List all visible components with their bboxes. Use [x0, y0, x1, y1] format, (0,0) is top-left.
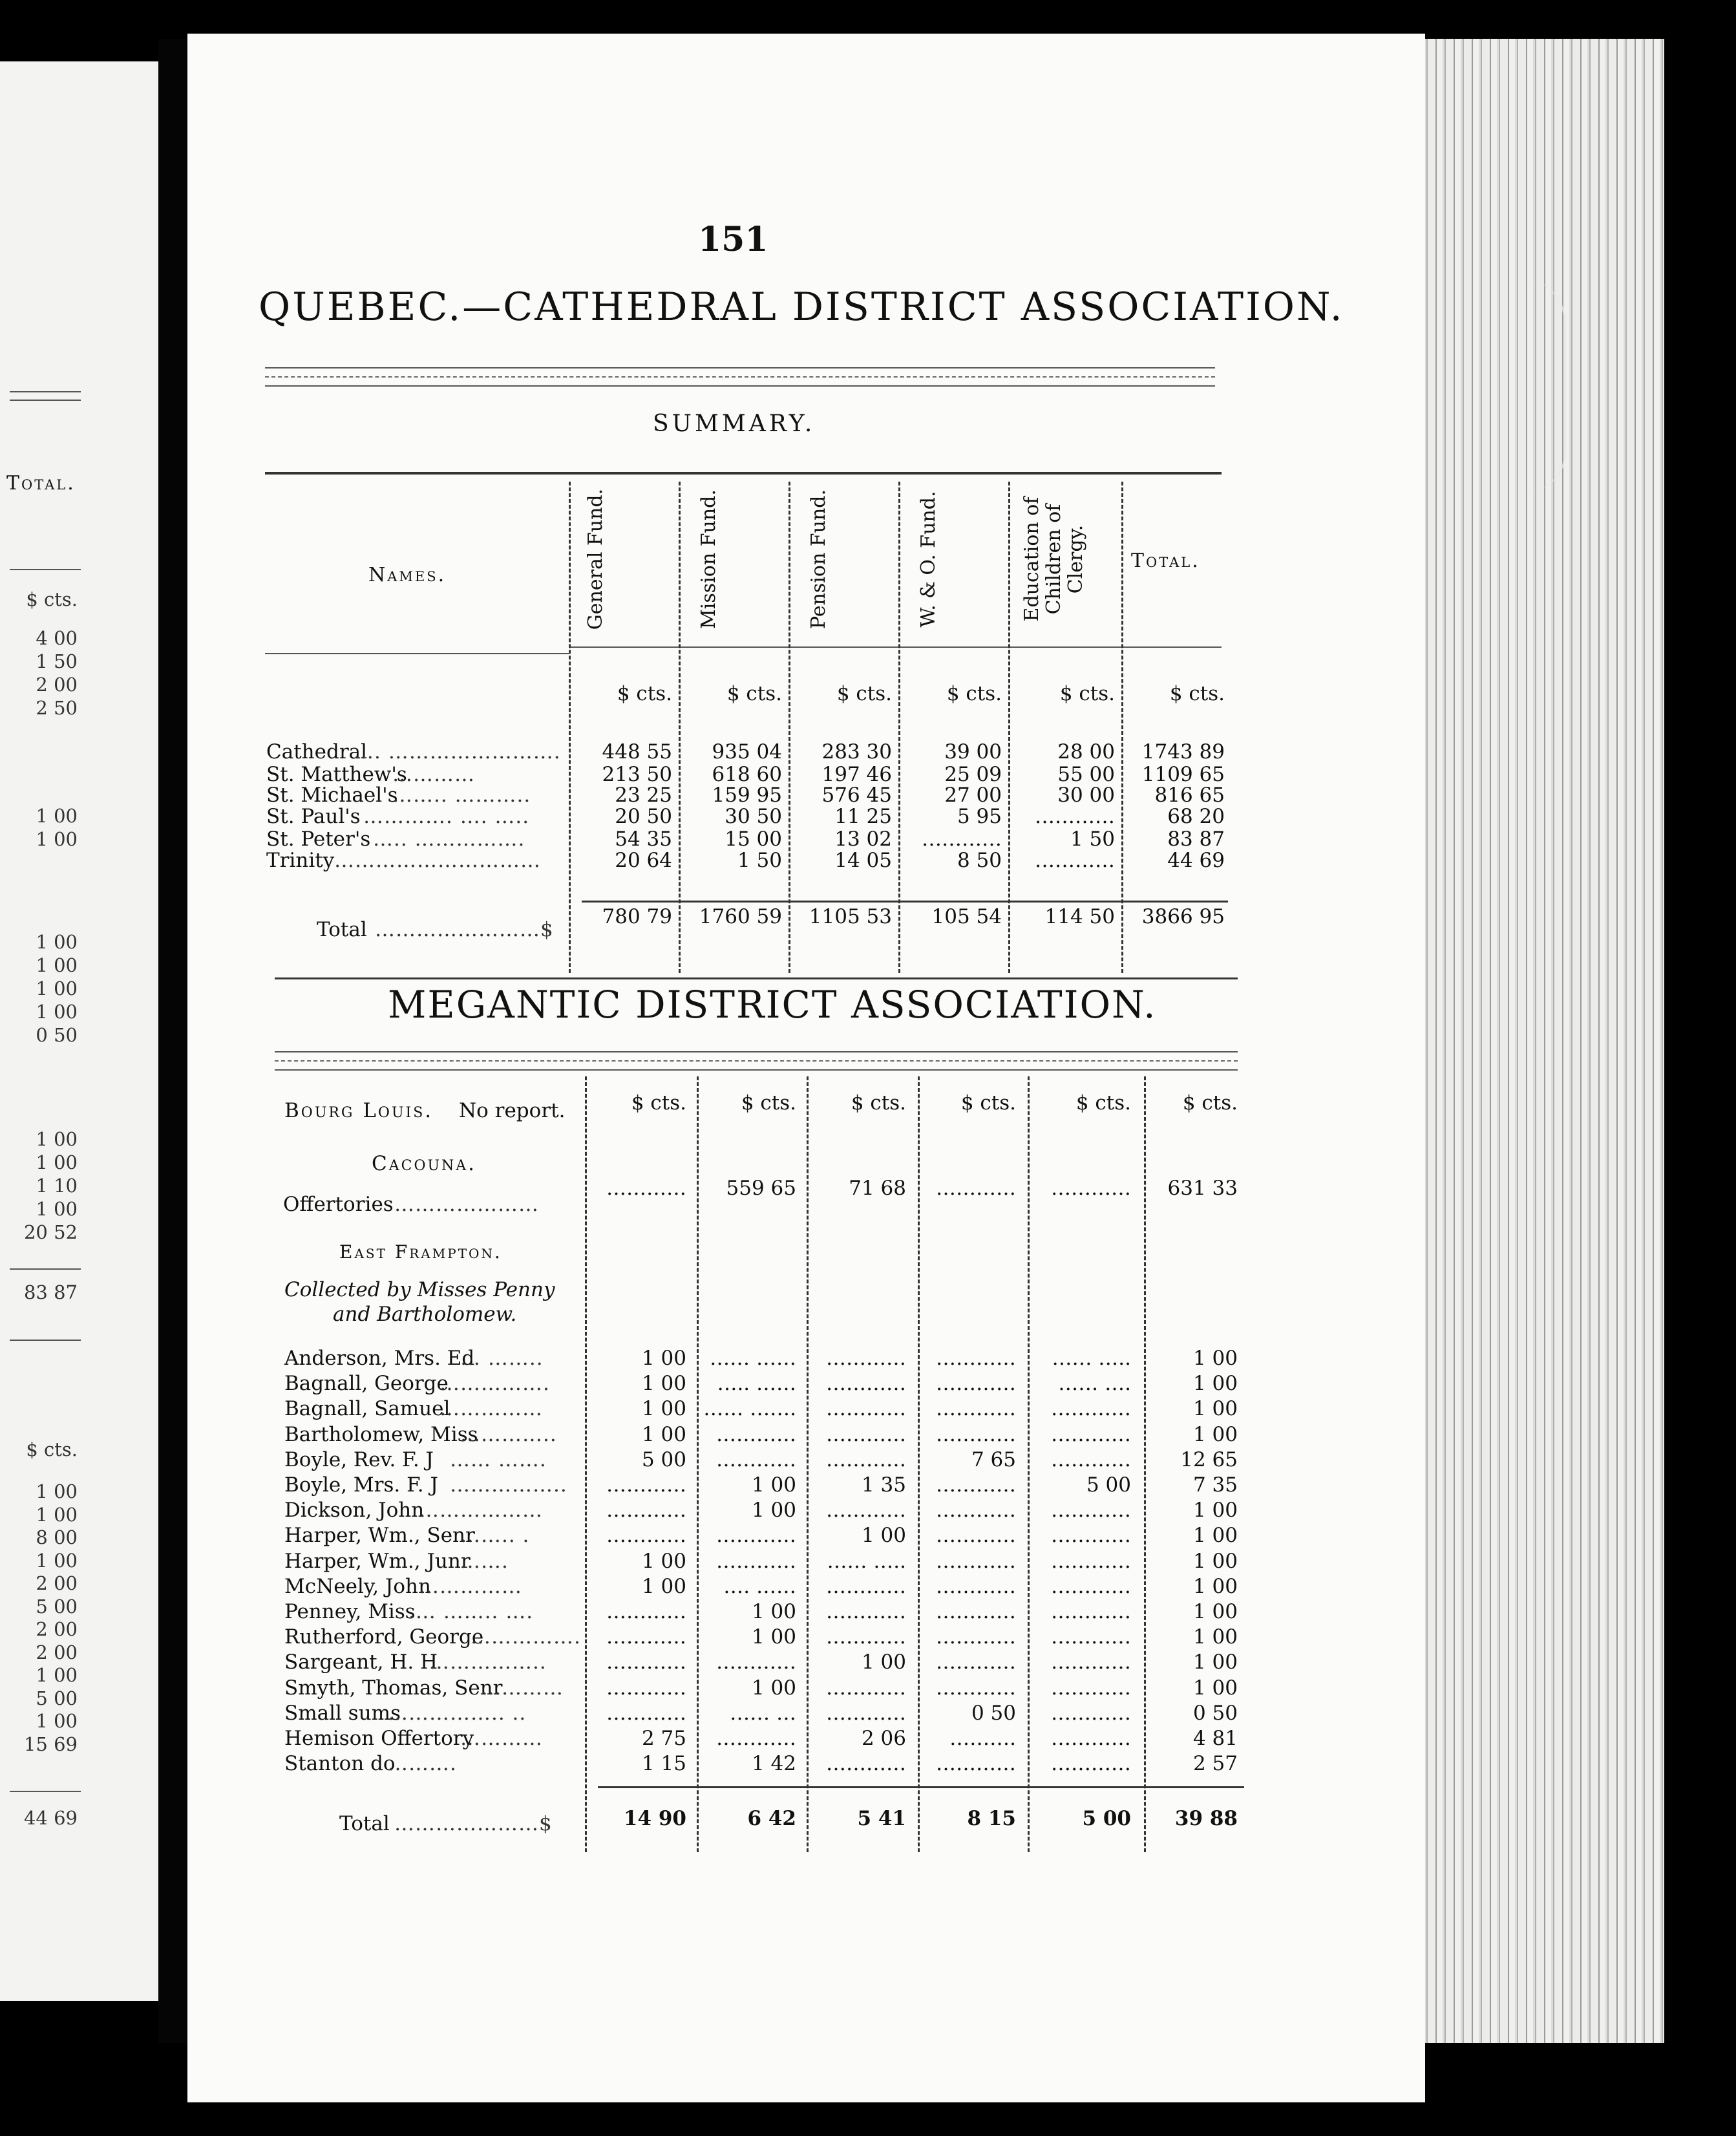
contributor-cell: 2 06	[861, 1727, 906, 1750]
left-value: 1 00	[36, 1664, 78, 1686]
summary-row-dots: …………………………	[334, 849, 541, 872]
contributor-cell: …………	[716, 1650, 796, 1674]
contributor-cell: 5 00	[1086, 1473, 1131, 1497]
summary-head-rule-left	[265, 653, 569, 654]
summary-row-dots: …………. …. …..	[363, 805, 530, 828]
bourg-louis: Bourg Louis.	[284, 1099, 434, 1122]
summary-cell: 159 95	[712, 784, 782, 807]
left-value: 0 50	[36, 1024, 78, 1046]
contributor-cell: …………	[716, 1549, 796, 1573]
contributor-cell: 1 00	[1192, 1625, 1238, 1649]
contributor-cell: 1 00	[641, 1347, 686, 1370]
summary-cell: 30 50	[725, 805, 782, 828]
contributor-cell: …………	[826, 1347, 906, 1370]
summary-cell: 213 50	[602, 763, 672, 786]
contributor-cell: …………	[936, 1397, 1016, 1421]
summary-cell: …………	[1035, 805, 1115, 828]
contributor-cell: …………	[1051, 1727, 1131, 1750]
contributor-cell: …………	[826, 1397, 906, 1421]
contributor-cell: …………	[1051, 1499, 1131, 1522]
contributor-cell: …………	[1051, 1422, 1131, 1446]
left-value: 2 00	[36, 1572, 78, 1594]
summary-cell: 1 50	[1070, 828, 1115, 851]
summary-cell: 283 30	[821, 740, 892, 764]
names-header: Names.	[368, 564, 447, 586]
offertories-cell: …………	[606, 1177, 686, 1200]
contributor-cell: …… …..	[827, 1549, 906, 1573]
contributor-dots: …….	[460, 1549, 509, 1573]
left-unit: $ cts.	[26, 588, 78, 610]
summary-total-cell: 1760 59	[699, 905, 782, 928]
summary-total-cell: 1105 53	[809, 905, 892, 928]
left-total-header: Total.	[6, 472, 76, 495]
column-header-3: Pension Fund.	[807, 489, 830, 630]
left-value: 2 00	[36, 1641, 78, 1663]
summary-cell: 39 00	[944, 740, 1002, 764]
megantic-total-cell: 5 41	[857, 1807, 906, 1830]
summary-total-dots: ……………………$	[375, 918, 554, 941]
left-value: 1 10	[36, 1175, 78, 1197]
contributor-name: McNeely, John	[284, 1574, 431, 1598]
contributor-cell: …………	[716, 1447, 796, 1471]
contributor-dots: …………….	[439, 1372, 550, 1396]
summary-row-dots: …………	[392, 763, 475, 786]
offertories-label: Offertories	[283, 1193, 394, 1216]
summary-row-dots: …….. ………..	[392, 784, 531, 807]
contributor-cell: 1 35	[861, 1473, 906, 1497]
left-rule	[10, 391, 81, 392]
contributor-name: Dickson, John	[284, 1499, 425, 1522]
collected-by-line1: Collected by Misses Penny	[284, 1278, 555, 1301]
contributor-name: Small sums	[284, 1701, 401, 1725]
contributor-cell: …………	[936, 1549, 1016, 1573]
contributor-cell: …………	[826, 1422, 906, 1446]
contributor-cell: …………	[936, 1650, 1016, 1674]
contributor-cell: …………	[1051, 1701, 1131, 1725]
contributor-name: Bartholomew, Miss	[284, 1422, 478, 1446]
column-header-total: Total.	[1131, 550, 1200, 572]
contributor-cell: 1 00	[1192, 1650, 1238, 1674]
offertories-cell: …………	[1051, 1177, 1131, 1200]
left-value: 1 50	[36, 650, 78, 672]
column-header-1: General Fund.	[584, 488, 607, 630]
contributor-cell: …………	[936, 1600, 1016, 1623]
summary-row-name: Cathedral	[266, 740, 368, 764]
unit-label: $ cts.	[617, 682, 672, 705]
summary-cell: 8 50	[957, 849, 1002, 872]
contributor-cell: 1 00	[751, 1600, 796, 1623]
contributor-dots: …………	[460, 1727, 543, 1750]
contributor-cell: 1 00	[1192, 1499, 1238, 1522]
summary-cell: 13 02	[834, 828, 892, 851]
contributor-dots: ……………..	[450, 1473, 567, 1497]
contributor-cell: …………	[1051, 1600, 1131, 1623]
summary-cell: 935 04	[712, 740, 782, 764]
contributor-cell: …… …	[730, 1701, 796, 1725]
contributor-cell: 1 00	[1192, 1372, 1238, 1396]
contributor-cell: 1 00	[641, 1397, 686, 1421]
summary-cell: 5 95	[957, 805, 1002, 828]
summary-cell: 1743 89	[1141, 740, 1225, 764]
unit-label: $ cts.	[1059, 682, 1115, 705]
contributor-name: Penney, Miss	[284, 1600, 416, 1623]
left-value: 1 00	[36, 828, 78, 850]
left-value: 1 00	[36, 1001, 78, 1023]
contributor-cell: 1 00	[1192, 1397, 1238, 1421]
contributor-dots: ……….	[388, 1752, 457, 1776]
contributor-name: Bagnall, George	[284, 1372, 449, 1396]
contributor-cell: ….. ……	[717, 1372, 796, 1396]
no-report: No report.	[459, 1099, 566, 1122]
contributor-name: Bagnall, Samuel	[284, 1397, 450, 1421]
contributor-cell: …………	[826, 1447, 906, 1471]
contributor-cell: …………	[826, 1625, 906, 1649]
contributor-cell: …………	[936, 1372, 1016, 1396]
column-header-5: Education of Children of Clergy.	[1021, 497, 1087, 622]
contributor-cell: 4 81	[1192, 1727, 1238, 1750]
left-value: 1 00	[36, 954, 78, 976]
megantic-rule-1	[275, 1051, 1238, 1052]
unit-label: $ cts.	[726, 682, 782, 705]
left-value: 20 52	[23, 1221, 78, 1243]
unit-label: $ cts.	[1182, 1091, 1238, 1115]
contributor-cell: …………	[936, 1524, 1016, 1548]
contributor-cell: 1 15	[641, 1752, 686, 1776]
cacouna-heading: Cacouna.	[372, 1152, 477, 1175]
left-value: 1 00	[36, 1151, 78, 1173]
contributor-cell: …………	[606, 1650, 686, 1674]
left-unit: $ cts.	[26, 1438, 78, 1460]
contributor-cell: …………	[1051, 1752, 1131, 1776]
title-rule-1	[265, 367, 1215, 368]
megantic-total-label: Total	[339, 1812, 390, 1835]
left-value: 2 50	[36, 697, 78, 719]
offertories-dots: …………………	[394, 1193, 539, 1216]
contributor-cell: 1 00	[1192, 1422, 1238, 1446]
contributor-cell: …………	[936, 1752, 1016, 1776]
summary-total-cell: 3866 95	[1141, 905, 1225, 928]
contributor-cell: 1 00	[861, 1650, 906, 1674]
contributor-cell: 1 00	[641, 1574, 686, 1598]
megantic-total-dots: …………………$	[394, 1812, 553, 1835]
unit-label: $ cts.	[631, 1091, 686, 1115]
contributor-cell: …………	[606, 1701, 686, 1725]
contributor-cell: 2 57	[1192, 1752, 1238, 1776]
left-value: 2 00	[36, 1618, 78, 1640]
left-value: 1 00	[36, 977, 78, 999]
contributor-cell: 7 35	[1192, 1473, 1238, 1497]
title-rule-2	[265, 376, 1215, 378]
contributor-cell: 2 75	[641, 1727, 686, 1750]
contributor-cell: …… ….	[1058, 1372, 1131, 1396]
summary-cell: 44 69	[1167, 849, 1225, 872]
contributor-cell: 1 00	[1192, 1676, 1238, 1700]
contributor-cell: 12 65	[1180, 1447, 1238, 1471]
contributor-cell: …………	[1051, 1447, 1131, 1471]
summary-row-dots: ….. …………….	[373, 828, 525, 851]
contributor-name: Harper, Wm., Senr	[284, 1524, 475, 1548]
contributor-dots: ……………	[419, 1574, 522, 1598]
left-value: 8 00	[36, 1526, 78, 1548]
megantic-total-rule	[598, 1786, 1244, 1788]
contributor-cell: …………	[936, 1473, 1016, 1497]
unit-label: $ cts.	[741, 1091, 796, 1115]
contributor-cell: 1 00	[751, 1676, 796, 1700]
contributor-cell: 1 00	[751, 1625, 796, 1649]
contributor-cell: …………	[716, 1422, 796, 1446]
contributor-name: Sargeant, H. H	[284, 1650, 438, 1674]
contributor-dots: …………….. ..	[388, 1701, 527, 1725]
contributor-cell: …………	[826, 1574, 906, 1598]
contributor-cell: …………	[1051, 1397, 1131, 1421]
contributor-cell: …………	[1051, 1625, 1131, 1649]
summary-col-divider	[1008, 482, 1010, 973]
contributor-cell: …………	[936, 1574, 1016, 1598]
left-rule	[10, 1268, 81, 1270]
contributor-cell: 1 00	[751, 1473, 796, 1497]
contributor-name: Boyle, Mrs. F. J	[284, 1473, 438, 1497]
contributor-name: Smyth, Thomas, Senr	[284, 1676, 503, 1700]
summary-col-divider	[1121, 482, 1123, 973]
summary-cell: 83 87	[1167, 828, 1225, 851]
left-value: 1 00	[36, 1503, 78, 1526]
summary-heading: SUMMARY.	[653, 411, 816, 437]
contributor-cell: …………	[606, 1524, 686, 1548]
megantic-total-cell: 8 15	[967, 1807, 1016, 1830]
left-total: 44 69	[23, 1807, 78, 1829]
collected-by-line2: and Bartholomew.	[333, 1303, 517, 1326]
left-value: 4 00	[36, 627, 78, 649]
contributor-dots: ……………	[439, 1397, 543, 1421]
contributor-dots: ……………..	[429, 1650, 547, 1674]
megantic-title: MEGANTIC DISTRICT ASSOCIATION.	[388, 983, 1157, 1027]
book-gutter	[158, 39, 187, 2043]
left-rule	[10, 1791, 81, 1792]
contributor-cell: …………	[936, 1625, 1016, 1649]
contributor-cell: …………	[1051, 1650, 1131, 1674]
summary-cell: 197 46	[821, 763, 892, 786]
contributor-name: Boyle, Rev. F. J	[284, 1447, 434, 1471]
megantic-total-cell: 6 42	[747, 1807, 796, 1830]
contributor-cell: …………	[936, 1347, 1016, 1370]
title-rule-3	[265, 385, 1215, 387]
summary-cell: 576 45	[821, 784, 892, 807]
summary-cell: 11 25	[834, 805, 892, 828]
contributor-dots: …………….	[471, 1625, 581, 1649]
contributor-cell: …………	[826, 1600, 906, 1623]
megantic-col-divider	[1028, 1076, 1030, 1852]
megantic-total-cell: 14 90	[623, 1807, 686, 1830]
column-header-4: W. & O. Fund.	[917, 491, 940, 628]
contributor-cell: …………	[716, 1727, 796, 1750]
contributor-cell: 1 00	[1192, 1549, 1238, 1573]
contributor-cell: 1 42	[751, 1752, 796, 1776]
megantic-rule-3	[275, 1069, 1238, 1071]
cathedral-title: QUEBEC.—CATHEDRAL DISTRICT ASSOCIATION.	[259, 284, 1344, 330]
contributor-cell: …………	[826, 1372, 906, 1396]
left-value: 1 00	[36, 1480, 78, 1502]
summary-row-name: Trinity	[266, 849, 335, 872]
contributor-cell: …………	[606, 1676, 686, 1700]
left-subtotal: 83 87	[23, 1281, 78, 1303]
contributor-cell: 1 00	[1192, 1574, 1238, 1598]
contributor-cell: 1 00	[861, 1524, 906, 1548]
contributor-name: Hemison Offertory	[284, 1727, 474, 1750]
summary-cell: 27 00	[944, 784, 1002, 807]
left-value: 2 00	[36, 674, 78, 696]
summary-cell: 20 50	[615, 805, 672, 828]
summary-col-divider	[679, 482, 681, 973]
unit-label: $ cts.	[851, 1091, 906, 1115]
left-value: 1 00	[36, 1128, 78, 1150]
contributor-cell: 1 00	[1192, 1524, 1238, 1548]
contributor-cell: ……….	[949, 1727, 1016, 1750]
summary-cell: 25 09	[944, 763, 1002, 786]
unit-label: $ cts.	[1075, 1091, 1131, 1115]
contributor-cell: …………	[826, 1499, 906, 1522]
summary-cell: 23 25	[615, 784, 672, 807]
summary-cell: 15 00	[725, 828, 782, 851]
summary-row-name: St. Matthew's	[266, 763, 407, 786]
contributor-cell: …. ……	[723, 1574, 796, 1598]
left-value: 1 00	[36, 1198, 78, 1220]
megantic-total-cell: 5 00	[1082, 1807, 1131, 1830]
contributor-dots: …… …….	[450, 1447, 547, 1471]
summary-cell: 816 65	[1154, 784, 1225, 807]
summary-cell: …………	[922, 828, 1002, 851]
summary-row-name: St. Michael's	[266, 784, 398, 807]
contributor-cell: …………	[1051, 1676, 1131, 1700]
loose-thread	[1493, 278, 1566, 491]
offertories-cell: 559 65	[726, 1177, 796, 1200]
left-value: 1 00	[36, 1710, 78, 1732]
summary-total-label: Total	[317, 918, 367, 941]
contributor-cell: …… …….	[703, 1397, 796, 1421]
contributor-cell: 1 00	[641, 1549, 686, 1573]
summary-row-dots: …. …………………….	[354, 740, 561, 764]
unit-label: $ cts.	[1169, 682, 1225, 705]
summary-cell: …………	[1035, 849, 1115, 872]
page-number: 151	[698, 220, 768, 259]
east-frampton-heading: East Frampton.	[339, 1241, 502, 1263]
unit-label: $ cts.	[960, 1091, 1016, 1115]
left-rule	[10, 400, 81, 401]
contributor-cell: …………	[606, 1473, 686, 1497]
summary-cell: 30 00	[1057, 784, 1115, 807]
contributor-cell: …………	[1051, 1549, 1131, 1573]
megantic-total-cell: 39 88	[1174, 1807, 1238, 1830]
offertories-cell: 631 33	[1167, 1177, 1238, 1200]
contributor-cell: …………	[606, 1625, 686, 1649]
contributor-cell: 1 00	[1192, 1347, 1238, 1370]
left-value: 5 00	[36, 1595, 78, 1618]
contributor-cell: 1 00	[1192, 1600, 1238, 1623]
offertories-cell: 71 68	[849, 1177, 906, 1200]
left-value: 5 00	[36, 1687, 78, 1709]
contributor-dots: …………..	[460, 1422, 557, 1446]
unit-label: $ cts.	[836, 682, 892, 705]
summary-cell: 68 20	[1167, 805, 1225, 828]
contributor-cell: …… …..	[1052, 1347, 1131, 1370]
summary-head-rule-right	[569, 646, 1222, 648]
contributor-cell: …………	[936, 1422, 1016, 1446]
summary-cell: 448 55	[602, 740, 672, 764]
left-value: 1 00	[36, 805, 78, 827]
contributor-cell: 1 00	[641, 1422, 686, 1446]
summary-cell: 14 05	[834, 849, 892, 872]
summary-cell: 1 50	[737, 849, 782, 872]
contributor-cell: …………	[936, 1676, 1016, 1700]
summary-row-name: St. Peter's	[266, 828, 371, 851]
contributor-dots: …………	[481, 1676, 564, 1700]
contributor-dots: .… …….. ….	[408, 1600, 534, 1623]
contributor-cell: …………	[1051, 1574, 1131, 1598]
summary-top-rule	[265, 472, 1222, 475]
contributor-cell: …………	[606, 1600, 686, 1623]
summary-total-cell: 105 54	[931, 905, 1002, 928]
contributor-cell: …………	[936, 1499, 1016, 1522]
summary-cell: 1109 65	[1141, 763, 1225, 786]
summary-total-cell: 114 50	[1044, 905, 1115, 928]
contributor-cell: …………	[826, 1752, 906, 1776]
offertories-cell: …………	[936, 1177, 1016, 1200]
left-value: 1 00	[36, 1549, 78, 1572]
contributor-cell: …………	[716, 1524, 796, 1548]
contributor-cell: …………	[826, 1701, 906, 1725]
summary-col-divider	[898, 482, 900, 973]
left-value: 1 00	[36, 931, 78, 953]
summary-row-name: St. Paul's	[266, 805, 361, 828]
contributor-dots: ………………	[419, 1499, 543, 1522]
column-header-2: Mission Fund.	[697, 489, 720, 629]
summary-bottom-rule	[275, 977, 1238, 979]
left-rule	[10, 1340, 81, 1341]
contributor-name: Rutherford, George	[284, 1625, 484, 1649]
contributor-cell: 7 65	[971, 1447, 1016, 1471]
contributor-name: Stanton do	[284, 1752, 396, 1776]
contributor-cell: …………	[826, 1676, 906, 1700]
left-rule	[10, 569, 81, 570]
contributor-cell: …………	[1051, 1524, 1131, 1548]
contributor-cell: 1 00	[641, 1372, 686, 1396]
summary-col-divider	[789, 482, 790, 973]
summary-cell: 55 00	[1057, 763, 1115, 786]
summary-col-divider	[569, 482, 571, 973]
summary-total-cell: 780 79	[602, 905, 672, 928]
contributor-name: Anderson, Mrs. Ed	[284, 1347, 475, 1370]
summary-cell: 618 60	[712, 763, 782, 786]
contributor-cell: 5 00	[641, 1447, 686, 1471]
left-value: 15 69	[23, 1733, 78, 1755]
contributor-cell: …… ……	[710, 1347, 796, 1370]
contributor-dots: …….. .	[460, 1524, 530, 1548]
contributor-cell: 0 50	[971, 1701, 1016, 1725]
megantic-rule-2	[275, 1060, 1238, 1062]
unit-label: $ cts.	[946, 682, 1002, 705]
summary-cell: 20 64	[615, 849, 672, 872]
contributor-dots: … ……..	[460, 1347, 544, 1370]
contributor-cell: 1 00	[751, 1499, 796, 1522]
contributor-cell: …………	[606, 1499, 686, 1522]
contributor-cell: 0 50	[1192, 1701, 1238, 1725]
contributor-name: Harper, Wm., Junr	[284, 1549, 471, 1573]
summary-cell: 28 00	[1057, 740, 1115, 764]
summary-cell: 54 35	[615, 828, 672, 851]
